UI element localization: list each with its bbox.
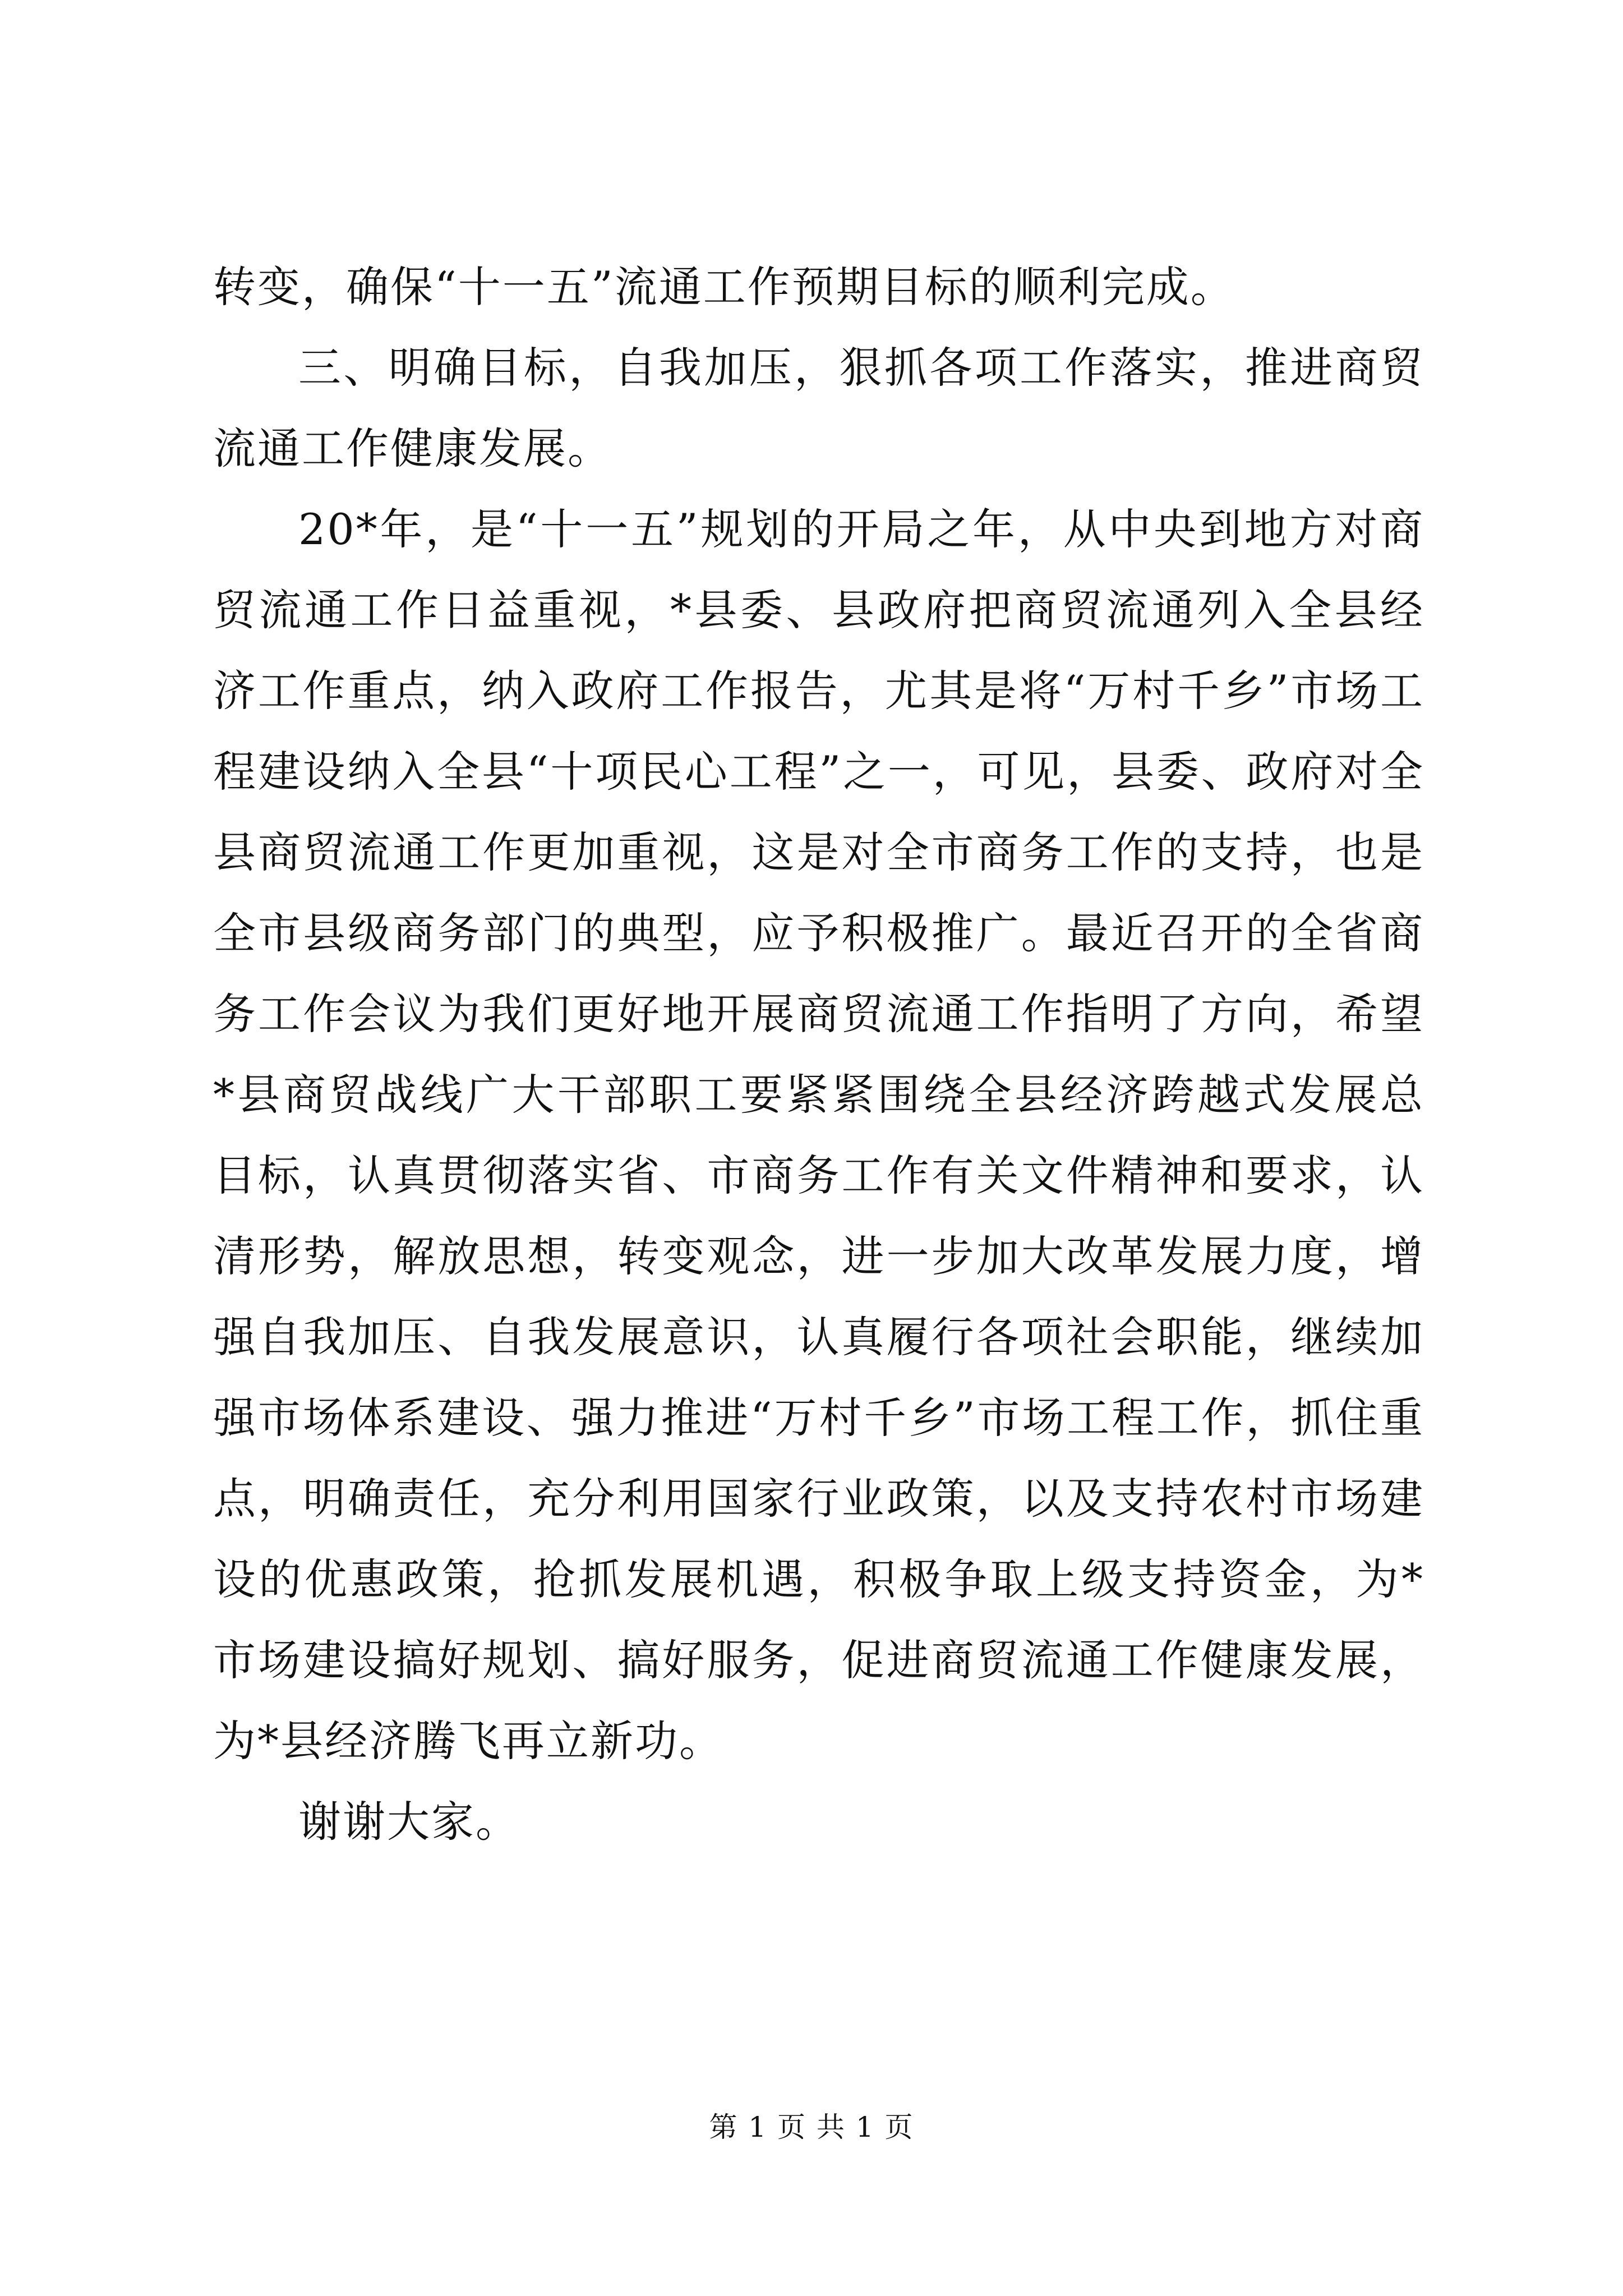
paragraph-section-heading: 三、明确目标，自我加压，狠抓各项工作落实，推进商贸流通工作健康发展。 <box>213 343 1424 473</box>
paragraph-closing: 谢谢大家。 <box>298 1797 520 1847</box>
page-number-footer: 第 1 页 共 1 页 <box>709 2111 914 2143</box>
paragraph-continuation: 转变，确保“十一五”流通工作预期目标的顺利完成。 <box>213 262 1235 312</box>
paragraph-main: 20*年，是“十一五”规划的开局之年，从中央到地方对商贸流通工作日益重视，*县委、县政府把商贸流通列入全县经济工作重点，纳入政府工作报告，尤其是将“万村千乡”市场工程建设纳入全县“十项民心工程”之一，可见，县委、政府对全县商贸流通工作更加重视，这是对全市商务工作的支持，也是全市县级商务部门的典型，应予积极推广。最近召开的全省商务工作会议为我们更好地开展商贸流通工作指明了方向，希望*县商贸战线广大干部职工要紧紧围绕全县经济跨越式发展总目标，认真贯彻落实省、市商务工作有关文件精神和要求，认清形势，解放思想，转变观念，进一步加大改革发展力度，增强自我加压、自我发展意识，认真履行各项社会职能，继续加强市场体系建设、强力推进“万村千乡”市场工程工作，抓住重点，明确责任，充分利用国家行业政策，以及支持农村市场建设的优惠政策，抢抓发展机遇，积极争取上级支持资金，为*市场建设搞好规划、搞好服务，促进商贸流通工作健康发展，为*县经济腾飞再立新功。 <box>213 504 1424 1766</box>
document-body <box>213 247 1424 1862</box>
